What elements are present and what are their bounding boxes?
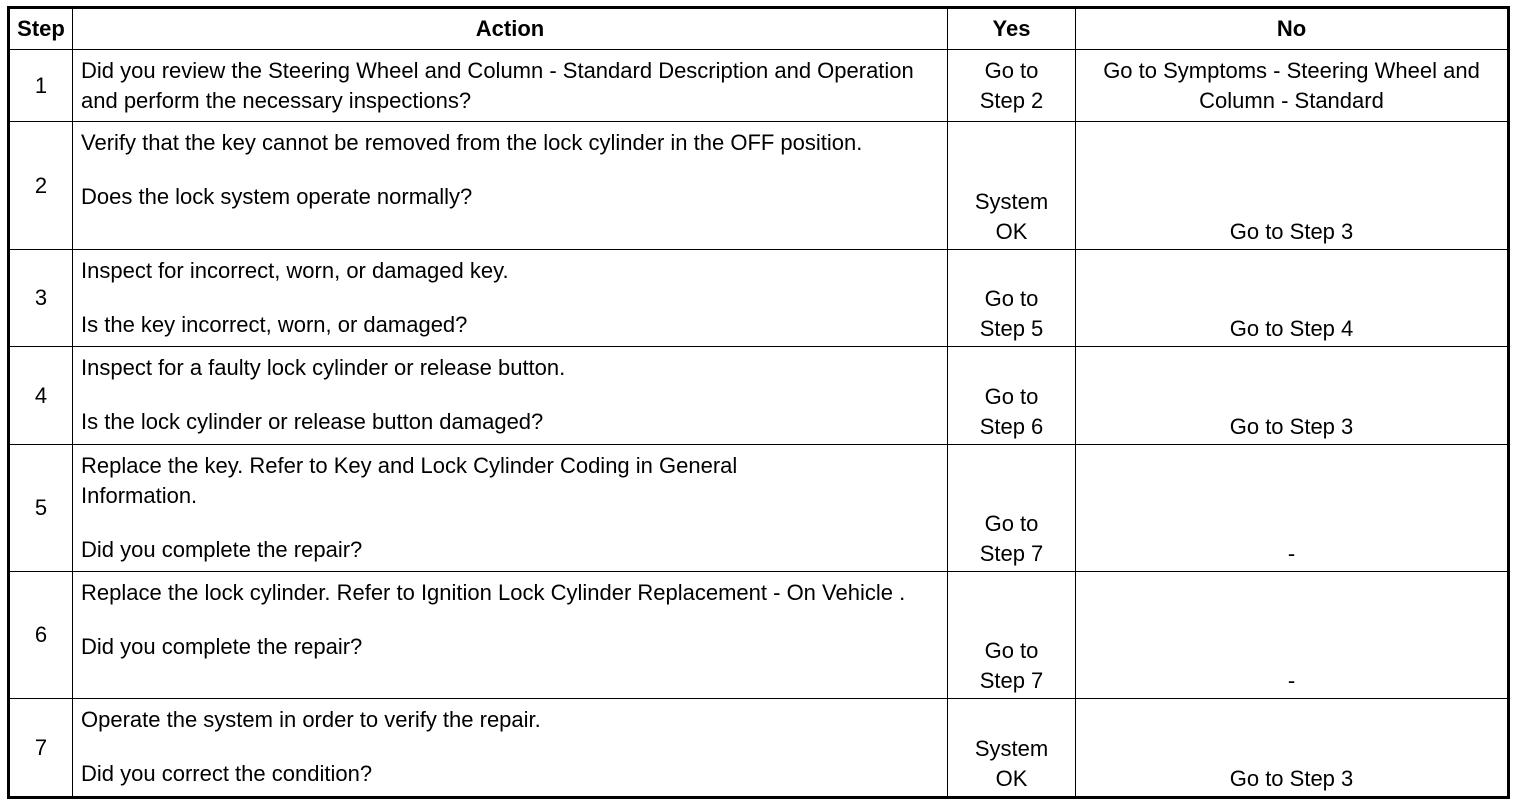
action-question: Did you complete the repair? [81,537,363,562]
yes-text: System OK [974,189,1049,244]
action-cell [73,50,948,122]
header-step: Step [9,8,73,50]
yes-text: Go to Step 7 [979,638,1044,693]
yes-cell [948,699,1076,798]
yes-text: Go to Step 2 [979,57,1044,113]
header-row [9,8,1509,50]
yes-cell [948,572,1076,699]
no-text: - [1287,541,1296,566]
action-cell [73,347,948,445]
action-instruction: Inspect for a faulty lock cylinder or release button. [81,355,566,380]
action-question: Is the key incorrect, worn, or damaged? [81,312,468,337]
action-instruction: Inspect for incorrect, worn, or damaged key. [81,258,509,283]
action-cell [73,250,948,347]
yes-cell [948,50,1076,122]
table-row [9,445,1509,572]
no-text: - [1287,668,1296,693]
no-text: Go to Step 3 [1229,219,1354,244]
action-instruction: Replace the lock cylinder. Refer to Ignition Lock Cylinder Replacement - On Vehicle . [81,580,906,605]
no-text: Go to Step 3 [1229,414,1354,439]
yes-cell [948,445,1076,572]
action-question: Did you review the Steering Wheel and Column - Standard Description and Operation and perform the necessary inspections? [81,58,914,113]
step-number: 2 [9,122,73,250]
yes-cell [948,122,1076,250]
action-question: Does the lock system operate normally? [81,184,473,209]
step-number: 1 [9,50,73,122]
action-cell [73,572,948,699]
action-cell [73,122,948,250]
action-instruction: Replace the key. Refer to Key and Lock Cylinder Coding in General Information. [81,453,738,508]
table-row [9,699,1509,798]
yes-text: System OK [974,736,1049,791]
action-instruction: Operate the system in order to verify the repair. [81,707,541,732]
no-text: Go to Step 4 [1229,316,1354,341]
no-cell [1076,347,1509,445]
no-cell [1076,699,1509,798]
action-cell [73,699,948,798]
header-action: Action [73,8,948,50]
diagnostic-table [7,6,1510,799]
yes-cell [948,347,1076,445]
action-question: Did you complete the repair? [81,634,363,659]
action-question: Is the lock cylinder or release button damaged? [81,409,544,434]
yes-text: Go to Step 5 [979,286,1044,341]
yes-cell [948,250,1076,347]
table-row [9,347,1509,445]
action-question: Did you correct the condition? [81,761,373,786]
no-cell [1076,250,1509,347]
no-cell [1076,50,1509,122]
header-no: No [1076,8,1509,50]
no-cell [1076,445,1509,572]
step-number: 4 [9,347,73,445]
yes-text: Go to Step 7 [979,511,1044,566]
yes-text: Go to Step 6 [979,384,1044,439]
step-number: 6 [9,572,73,699]
step-number: 3 [9,250,73,347]
no-cell [1076,572,1509,699]
table-row [9,122,1509,250]
step-number: 5 [9,445,73,572]
header-yes: Yes [948,8,1076,50]
table-row [9,50,1509,122]
action-instruction: Verify that the key cannot be removed from the lock cylinder in the OFF position. [81,130,863,155]
table-row [9,250,1509,347]
action-cell [73,445,948,572]
no-cell [1076,122,1509,250]
no-text: Go to Symptoms - Steering Wheel and Column - Standard [1103,57,1480,113]
step-number: 7 [9,699,73,798]
table-row [9,572,1509,699]
no-text: Go to Step 3 [1229,766,1354,791]
